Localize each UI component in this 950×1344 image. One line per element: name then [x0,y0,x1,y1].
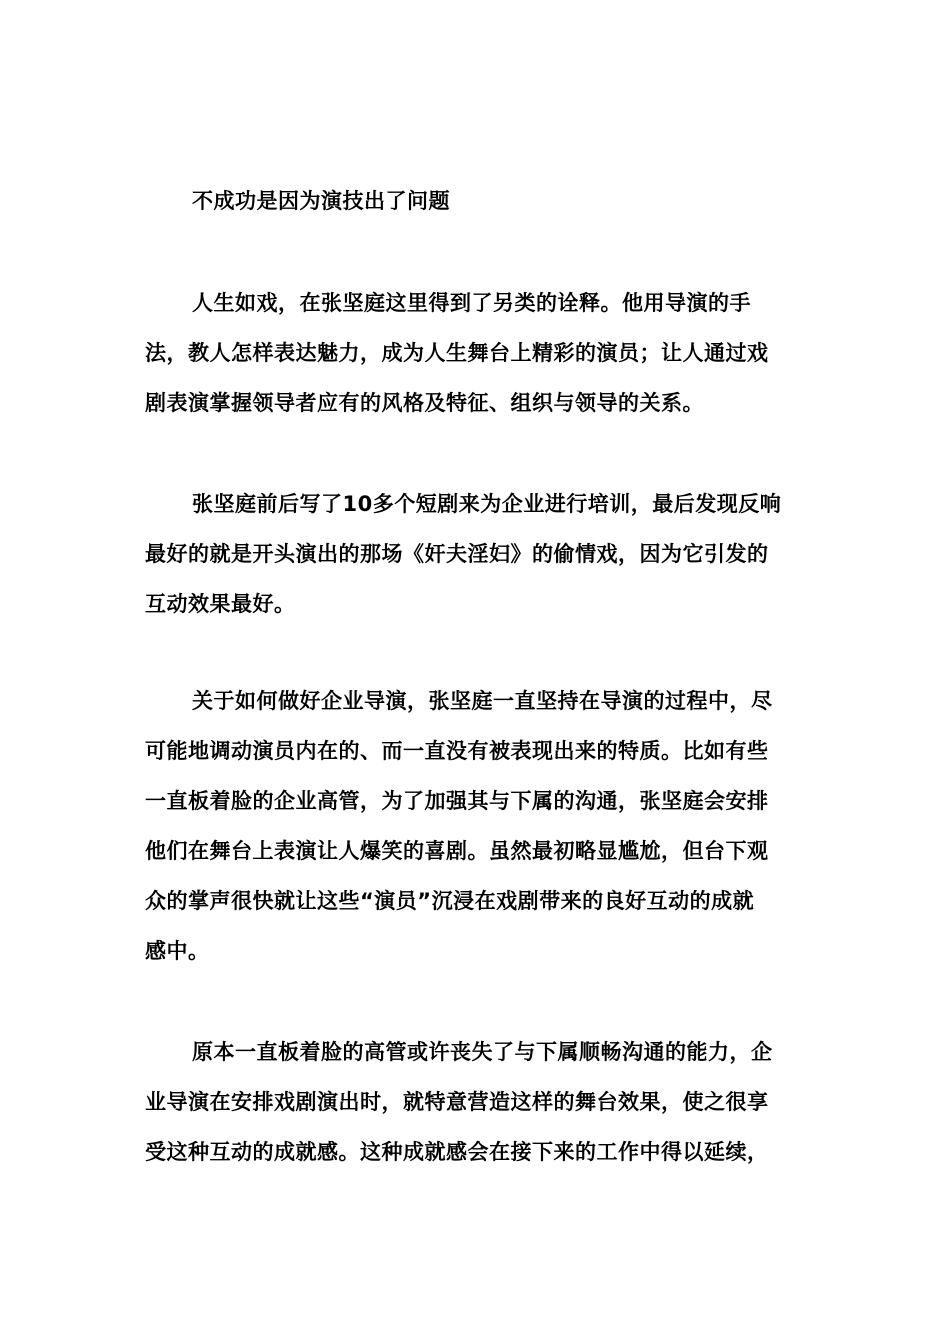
paragraph-3-line-4: 他们在舞台上表演让人爆笑的喜剧。虽然最初略显尴尬，但台下观 [145,839,769,863]
paragraph-2-line-2: 最好的就是开头演出的那场《奸夫淫妇》的偷情戏，因为它引发的 [145,542,769,566]
paragraph-4-line-1: 原本一直板着脸的高管或许丧失了与下属顺畅沟通的能力，企 [192,1040,773,1064]
paragraph-3-line-1: 关于如何做好企业导演，张坚庭一直坚持在导演的过程中，尽 [192,689,773,713]
paragraph-4-line-3: 受这种互动的成就感。这种成就感会在接下来的工作中得以延续， [145,1140,769,1164]
paragraph-2-line-3: 互动效果最好。 [145,592,296,616]
paragraph-3-line-3: 一直板着脸的企业高管，为了加强其与下属的沟通，张坚庭会安排 [145,789,769,813]
paragraph-3-line-5: 众的掌声很快就让这些“演员”沉浸在戏剧带来的良好互动的成就 [145,889,755,913]
document-heading: 不成功是因为演技出了问题 [192,189,450,213]
paragraph-1-line-3: 剧表演掌握领导者应有的风格及特征、组织与领导的关系。 [145,391,704,415]
paragraph-3-line-6: 感中。 [145,939,210,963]
paragraph-3-line-2: 可能地调动演员内在的、而一直没有被表现出来的特质。比如有些 [145,739,769,763]
paragraph-4-line-2: 业导演在安排戏剧演出时，就特意营造这样的舞台效果，使之很享 [145,1090,769,1114]
paragraph-1-line-2: 法，教人怎样表达魅力，成为人生舞台上精彩的演员；让人通过戏 [145,341,769,365]
paragraph-2-line-1: 张坚庭前后写了10多个短剧来为企业进行培训，最后发现反响 [192,492,782,516]
paragraph-1-line-1: 人生如戏，在张坚庭这里得到了另类的诠释。他用导演的手 [192,291,751,315]
